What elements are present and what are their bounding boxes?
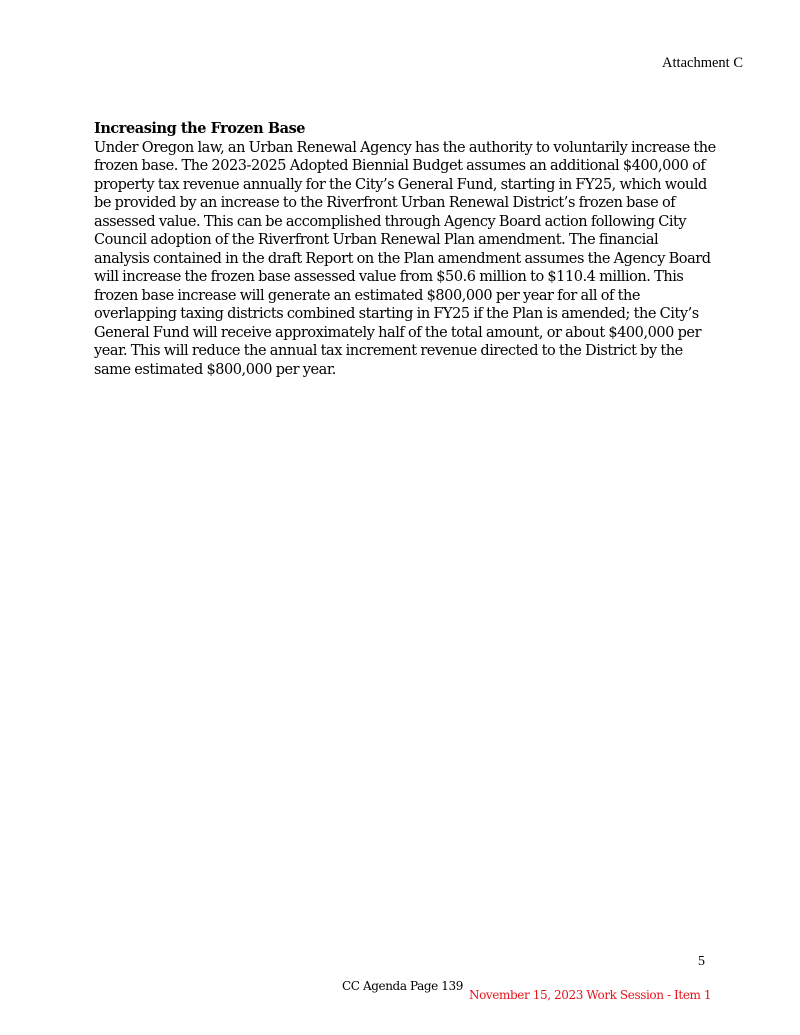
page-number: 5	[698, 954, 705, 969]
attachment-label: Attachment C	[662, 55, 743, 71]
frozen-base-section	[94, 120, 716, 379]
section-body: Under Oregon law, an Urban Renewal Agency has the authority to voluntarily increase the frozen base. The 2023-2025 Adopted Biennial Budget assumes an additional $400,000 of property tax revenue annually for the City’s General Fund, starting in FY25, which would be provided by an increase to the Riverfront Urban Renewal District’s frozen base of assessed value. This can be accomplished through Agency Board action following City Council adoption of the Riverfront Urban Renewal Plan amendment. The financial analysis contained in the draft Report on the Plan amendment assumes the Agency Board will increase the frozen base assessed value from $50.6 million to $110.4 million. This frozen base increase will generate an estimated $800,000 per year for all of the overlapping taxing districts combined starting in FY25 if the Plan is amended; the City’s General Fund will receive approximately half of the total amount, or about $400,000 per year. This will reduce the annual tax increment revenue directed to the District by the same estimated $800,000 per year.	[94, 139, 716, 378]
section-title: Increasing the Frozen Base	[94, 120, 306, 137]
work-session-stamp: November 15, 2023 Work Session - Item 1	[469, 988, 712, 1002]
agenda-page-stamp: CC Agenda Page 139	[342, 979, 463, 993]
